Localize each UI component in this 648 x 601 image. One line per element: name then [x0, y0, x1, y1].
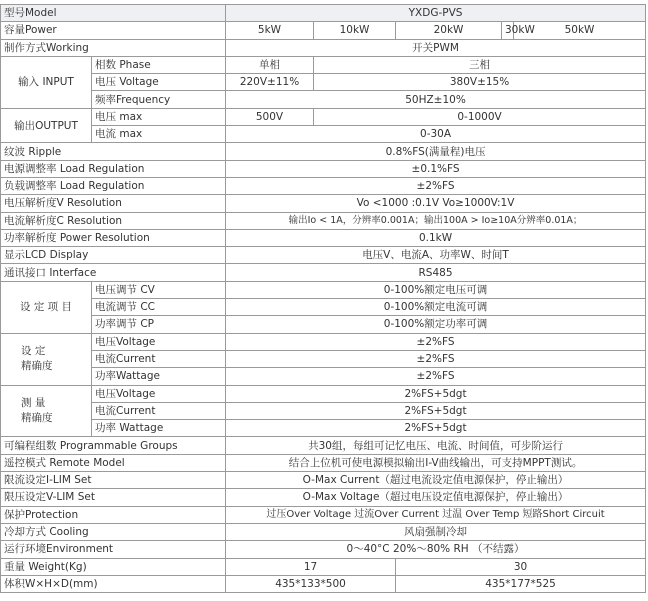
meas-acc-current-label: 电流Current [92, 402, 226, 419]
row-interface [1, 264, 646, 281]
load-reg-l-label: 负载调整率 Load Regulation [1, 177, 226, 194]
v-lim-label: 限压设定V-LIM Set [1, 489, 226, 506]
meas-acc-voltage-value: 2%FS+5dgt [226, 385, 646, 402]
row-input-frequency [1, 91, 646, 108]
row-input-phase [1, 56, 646, 73]
input-group-label: 输入 INPUT [1, 56, 92, 108]
row-input-voltage [1, 74, 646, 91]
row-c-resolution [1, 212, 646, 229]
meas-acc-wattage-value: 2%FS+5dgt [226, 420, 646, 437]
volume-high: 435*177*525 [396, 575, 646, 592]
setting-group-label: 设 定 项 目 [1, 281, 92, 333]
setting-cc-label: 电流调节 CC [92, 299, 226, 316]
row-model [1, 5, 646, 22]
output-current-value: 0-30A [226, 126, 646, 143]
row-p-resolution [1, 229, 646, 246]
v-lim-value: O-Max Voltage（超过电压设定值电源保护，停止输出） [226, 489, 646, 506]
remote-value: 结合上位机可使电源模拟输出I-V曲线输出，可支持MPPT测试。 [226, 454, 646, 471]
output-voltage-label: 电压 max [92, 108, 226, 125]
set-acc-group-line2: 精确度 [21, 360, 53, 373]
spec-table [0, 4, 646, 593]
row-power [1, 22, 646, 39]
row-setting-cp [1, 316, 646, 333]
row-meas-acc-voltage [1, 385, 646, 402]
row-set-acc-current [1, 350, 646, 367]
row-method [1, 39, 646, 56]
meas-acc-group-label [1, 385, 92, 437]
row-v-lim [1, 489, 646, 506]
input-voltage-single: 220V±11% [226, 74, 314, 91]
row-weight [1, 558, 646, 575]
set-acc-current-label: 电流Current [92, 350, 226, 367]
programs-label: 可编程组数 Programmable Groups [1, 437, 226, 454]
row-set-acc-voltage [1, 333, 646, 350]
power-50kw: 50kW [514, 22, 646, 39]
setting-cv-value: 0-100%额定电压可调 [226, 281, 646, 298]
volume-label: 体积W×H×D(mm) [1, 575, 226, 592]
environment-value: 0～40°C 20%～80% RH （不结露） [226, 541, 646, 558]
row-i-lim [1, 472, 646, 489]
output-voltage-low: 500V [226, 108, 314, 125]
output-group-label: 输出OUTPUT [1, 108, 92, 143]
ripple-value: 0.8%FS(满量程)电压 [226, 143, 646, 160]
environment-label: 运行环境Environment [1, 541, 226, 558]
meas-acc-current-value: 2%FS+5dgt [226, 402, 646, 419]
setting-cc-value: 0-100%额定电流可调 [226, 299, 646, 316]
programs-value: 共30组，每组可记忆电压、电流、时间值，可步阶运行 [226, 437, 646, 454]
row-display [1, 247, 646, 264]
power-5kw: 5kW [226, 22, 314, 39]
meas-acc-group-line2: 精确度 [21, 411, 53, 424]
interface-label: 通讯接口 Interface [1, 264, 226, 281]
set-acc-wattage-label: 功率Wattage [92, 368, 226, 385]
row-cooling [1, 523, 646, 540]
row-protection [1, 506, 646, 523]
power-label: 容量Power [1, 22, 226, 39]
interface-value: RS485 [226, 264, 646, 281]
row-output-current [1, 126, 646, 143]
c-res-label: 电流解析度C Resolution [1, 212, 226, 229]
weight-high: 30 [396, 558, 646, 575]
power-20kw: 20kW [396, 22, 502, 39]
meas-acc-voltage-label: 电压Voltage [92, 385, 226, 402]
row-setting-cc [1, 299, 646, 316]
set-acc-group-line1: 设 定 [21, 345, 46, 358]
method-value: 开关PWM [226, 39, 646, 56]
remote-label: 遥控模式 Remote Model [1, 454, 226, 471]
model-value: YXDG-PVS [226, 5, 646, 22]
cooling-value: 风扇强制冷却 [226, 523, 646, 540]
row-load-reg-v [1, 160, 646, 177]
row-ripple [1, 143, 646, 160]
input-voltage-three: 380V±15% [314, 74, 646, 91]
setting-cv-label: 电压调节 CV [92, 281, 226, 298]
i-lim-label: 限流设定I-LIM Set [1, 472, 226, 489]
output-current-label: 电流 max [92, 126, 226, 143]
display-label: 显示LCD Display [1, 247, 226, 264]
meas-acc-group-line1: 测 量 [21, 396, 46, 409]
v-res-value: Vo <1000 :0.1V Vo≥1000V:1V [226, 195, 646, 212]
input-phase-three: 三相 [314, 56, 646, 73]
row-set-acc-wattage [1, 368, 646, 385]
meas-acc-wattage-label: 功率 Wattage [92, 420, 226, 437]
set-acc-voltage-label: 电压Voltage [92, 333, 226, 350]
row-volume [1, 575, 646, 592]
input-frequency-value: 50HZ±10% [226, 91, 646, 108]
display-value: 电压V、电流A、功率W、时间T [226, 247, 646, 264]
row-setting-cv [1, 281, 646, 298]
model-label: 型号Model [1, 5, 226, 22]
volume-low: 435*133*500 [226, 575, 396, 592]
p-res-value: 0.1kW [226, 229, 646, 246]
row-v-resolution [1, 195, 646, 212]
setting-cp-label: 功率调节 CP [92, 316, 226, 333]
set-acc-voltage-value: ±2%FS [226, 333, 646, 350]
load-reg-v-value: ±0.1%FS [226, 160, 646, 177]
v-res-label: 电压解析度V Resolution [1, 195, 226, 212]
input-voltage-label: 电压 Voltage [92, 74, 226, 91]
row-load-reg-l [1, 177, 646, 194]
set-acc-group-label [1, 333, 92, 385]
weight-label: 重量 Weight(Kg) [1, 558, 226, 575]
input-phase-single: 单相 [226, 56, 314, 73]
ripple-label: 纹波 Ripple [1, 143, 226, 160]
row-output-voltage [1, 108, 646, 125]
load-reg-v-label: 电源调整率 Load Regulation [1, 160, 226, 177]
method-label: 制作方式Working [1, 39, 226, 56]
input-phase-label: 相数 Phase [92, 56, 226, 73]
cooling-label: 冷却方式 Cooling [1, 523, 226, 540]
weight-low: 17 [226, 558, 396, 575]
row-meas-acc-wattage [1, 420, 646, 437]
output-voltage-high: 0-1000V [314, 108, 646, 125]
row-meas-acc-current [1, 402, 646, 419]
p-res-label: 功率解析度 Power Resolution [1, 229, 226, 246]
row-environment [1, 541, 646, 558]
set-acc-current-value: ±2%FS [226, 350, 646, 367]
input-frequency-label: 频率Frequency [92, 91, 226, 108]
protection-value: 过压Over Voltage 过流Over Current 过温 Over Temp 短路Short Circuit [226, 506, 646, 523]
i-lim-value: O-Max Current（超过电流设定值电源保护，停止输出） [226, 472, 646, 489]
row-remote [1, 454, 646, 471]
c-res-value: 输出Io < 1A，分辨率0.001A；输出100A > Io≥10A分辨率0.01A； [226, 212, 646, 229]
power-30kw: 30kW [502, 22, 514, 39]
load-reg-l-value: ±2%FS [226, 177, 646, 194]
row-programs [1, 437, 646, 454]
set-acc-wattage-value: ±2%FS [226, 368, 646, 385]
setting-cp-value: 0-100%额定功率可调 [226, 316, 646, 333]
protection-label: 保护Protection [1, 506, 226, 523]
power-10kw: 10kW [314, 22, 396, 39]
